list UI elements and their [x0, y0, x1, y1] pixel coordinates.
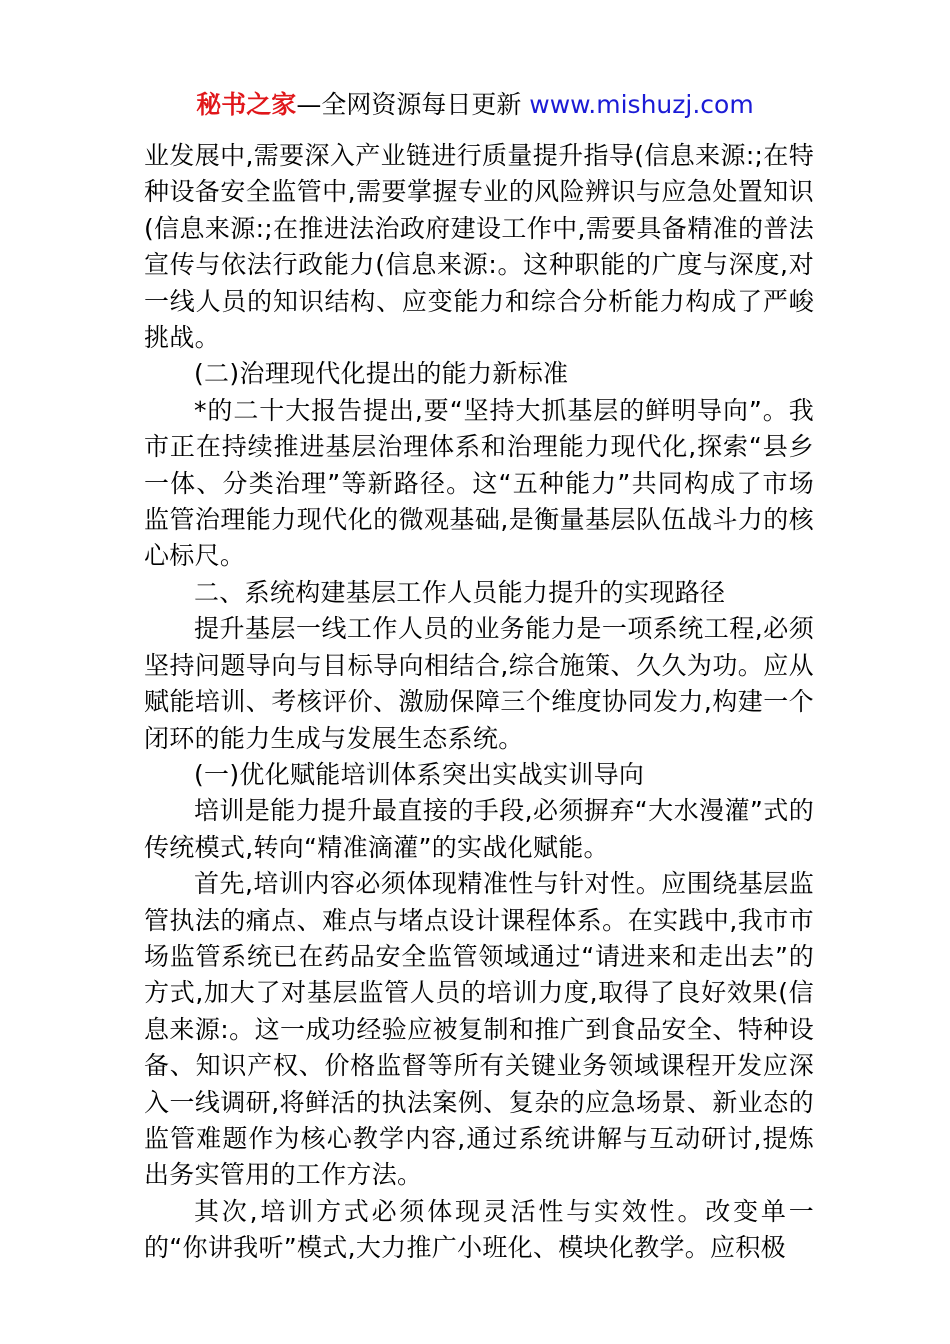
- paragraph-continuation: 业发展中,需要深入产业链进行质量提升指导(信息来源:;在特种设备安全监管中,需要掌握专业的风险辨识与应急处置知识(信息来源:;在推进法治政府建设工作中,需要具备精准的普法宣传与依法行政能力(信息来源:。这种职能的广度与深度,对一线人员的知识结构、应变能力和综合分析能力构成了严峻挑战。: [144, 141, 814, 353]
- paragraph: *的二十大报告提出,要“坚持大抓基层的鲜明导向”。我市正在持续推进基层治理体系和治理能力现代化,探索“县乡一体、分类治理”等新路径。这“五种能力”共同构成了市场监管治理能力现代化的微观基础,是衡量基层队伍战斗力的核心标尺。: [144, 395, 814, 571]
- paragraph: 提升基层一线工作人员的业务能力是一项系统工程,必须坚持问题导向与目标导向相结合,综合施策、久久为功。应从赋能培训、考核评价、激励保障三个维度协同发力,构建一个闭环的能力生成与发展生态系统。: [144, 614, 814, 753]
- site-url-link[interactable]: www.mishuzj.com: [529, 90, 754, 119]
- page-header: [0, 88, 950, 122]
- document-body: [144, 138, 814, 1267]
- chapter-heading-2: 二、系统构建基层工作人员能力提升的实现路径: [194, 577, 726, 607]
- paragraph: 其次,培训方式必须体现灵活性与实效性。改变单一的“你讲我听”模式,大力推广小班化、模块化教学。应积极: [144, 1196, 814, 1263]
- section-heading-2: (二)治理现代化提出的能力新标准: [194, 359, 569, 389]
- paragraph: 首先,培训内容必须体现精准性与针对性。应围绕基层监管执法的痛点、难点与堵点设计课程体系。在实践中,我市市场监管系统已在药品安全监管领域通过“请进来和走出去”的方式,加大了对基层监管人员的培训力度,取得了良好效果(信息来源:。这一成功经验应被复制和推广到食品安全、特种设备、知识产权、价格监督等所有关键业务领域课程开发应深入一线调研,将鲜活的执法案例、复杂的应急场景、新业态的监管难题作为核心教学内容,通过系统讲解与互动研讨,提炼出务实管用的工作方法。: [144, 869, 814, 1190]
- header-tagline: —全网资源每日更新: [296, 90, 530, 119]
- paragraph: 培训是能力提升最直接的手段,必须摒弃“大水漫灌”式的传统模式,转向“精准滴灌”的实战化赋能。: [144, 796, 814, 862]
- brand-name: 秘书之家: [196, 90, 297, 119]
- section-heading-1: (一)优化赋能培训体系突出实战实训导向: [194, 759, 645, 789]
